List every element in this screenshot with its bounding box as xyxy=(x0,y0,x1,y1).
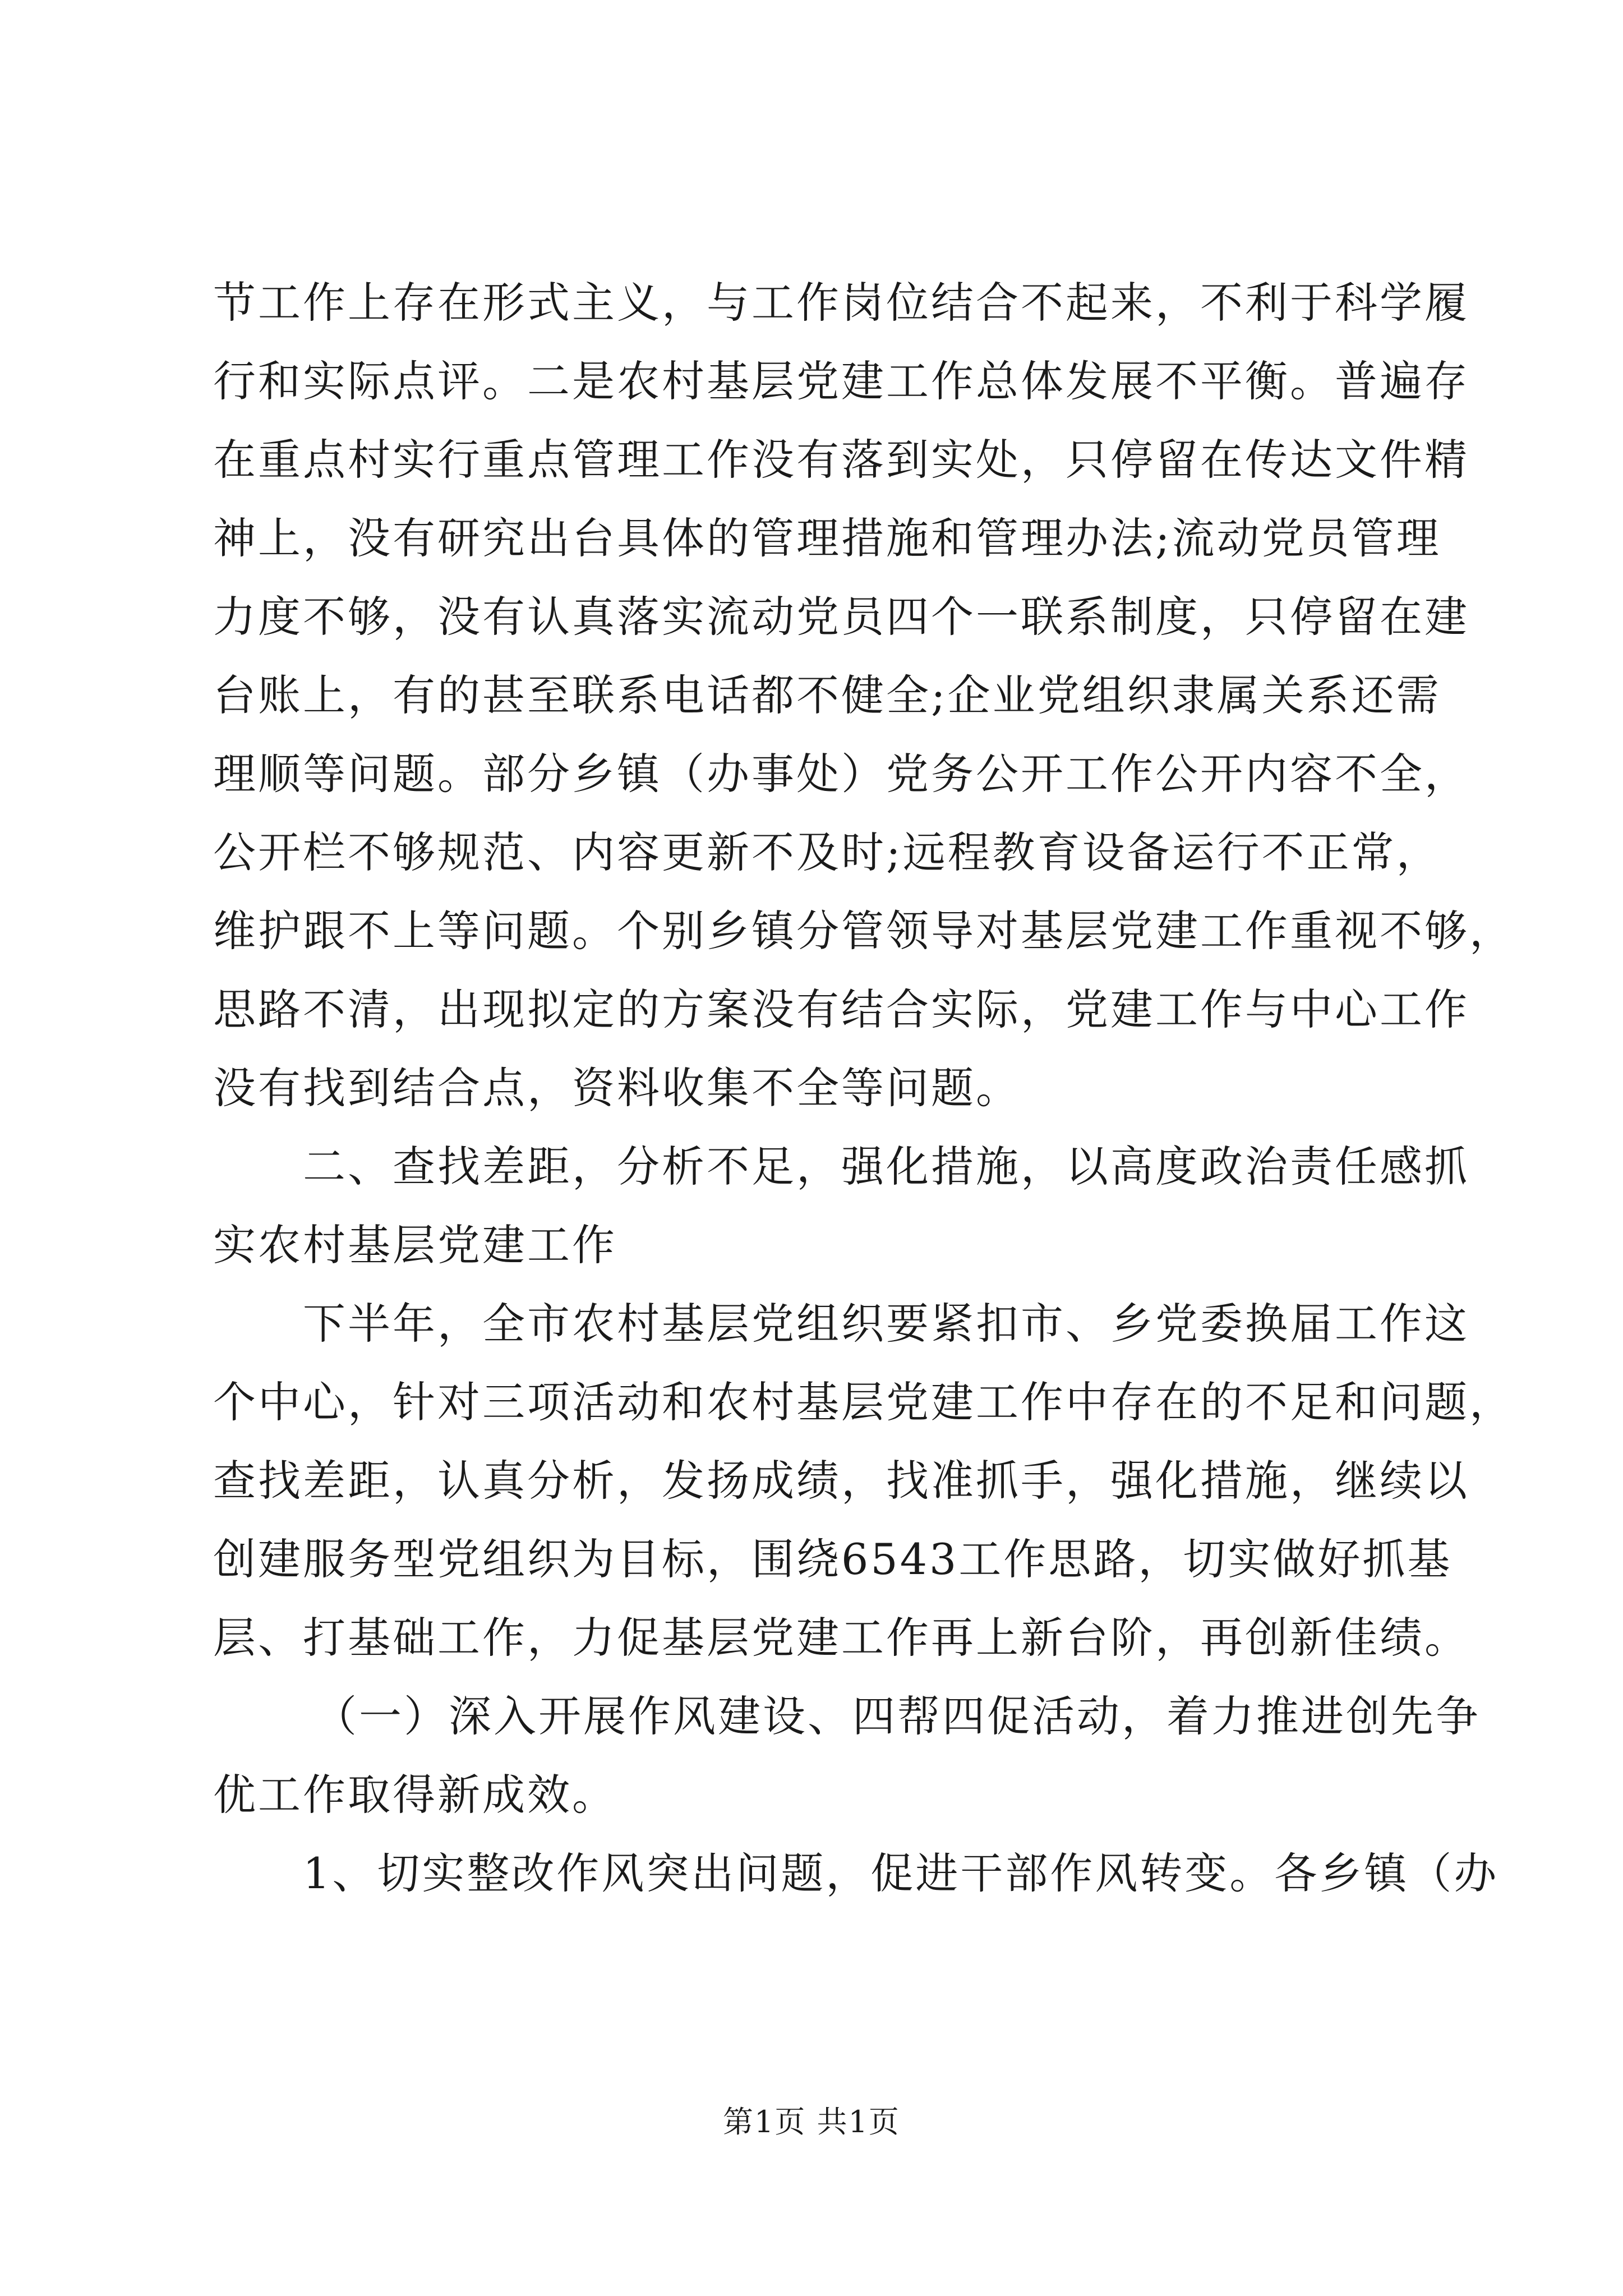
text-line: 查找差距，认真分析，发扬成绩，找准抓手，强化措施，继续以 xyxy=(213,1456,1469,1506)
text-line: 创建服务型党组织为目标，围绕6543工作思路，切实做好抓基 xyxy=(213,1534,1453,1584)
text-line: 理顺等问题。部分乡镇（办事处）党务公开工作公开内容不全， xyxy=(213,749,1469,799)
subsection-heading-line: （一）深入开展作风建设、四帮四促活动，着力推进创先争 xyxy=(314,1691,1481,1741)
text-line: 公开栏不够规范、内容更新不及时;远程教育设备运行不正常， xyxy=(213,827,1441,877)
text-line: 下半年，全市农村基层党组织要紧扣市、乡党委换届工作这 xyxy=(303,1299,1469,1349)
text-line: 维护跟不上等问题。个别乡镇分管领导对基层党建工作重视不够， xyxy=(213,906,1514,956)
text-line: 台账上，有的甚至联系电话都不健全;企业党组织隶属关系还需 xyxy=(213,670,1441,720)
subsection-heading-line: 优工作取得新成效。 xyxy=(213,1770,617,1820)
section-heading-line: 二、查找差距，分析不足，强化措施，以高度政治责任感抓 xyxy=(303,1142,1469,1191)
text-line: 个中心，针对三项活动和农村基层党建工作中存在的不足和问题， xyxy=(213,1377,1514,1427)
page-footer: 第1页 共1页 xyxy=(723,2104,900,2139)
text-line: 行和实际点评。二是农村基层党建工作总体发展不平衡。普遍存 xyxy=(213,356,1469,406)
text-line: 思路不清，出现拟定的方案没有结合实际，党建工作与中心工作 xyxy=(213,984,1469,1034)
text-line: 神上，没有研究出台具体的管理措施和管理办法;流动党员管理 xyxy=(213,513,1441,563)
text-line: 力度不够，没有认真落实流动党员四个一联系制度，只停留在建 xyxy=(213,592,1469,642)
section-heading-line: 实农村基层党建工作 xyxy=(213,1220,617,1270)
text-line: 1、切实整改作风突出问题，促进干部作风转变。各乡镇（办 xyxy=(303,1848,1499,1898)
text-line: 层、打基础工作，力促基层党建工作再上新台阶，再创新佳绩。 xyxy=(213,1613,1469,1663)
document-body xyxy=(213,264,1514,1913)
text-line: 没有找到结合点，资料收集不全等问题。 xyxy=(213,1063,1021,1113)
text-line: 在重点村实行重点管理工作没有落到实处，只停留在传达文件精 xyxy=(213,435,1469,485)
text-line: 节工作上存在形式主义，与工作岗位结合不起来，不利于科学履 xyxy=(213,278,1469,328)
